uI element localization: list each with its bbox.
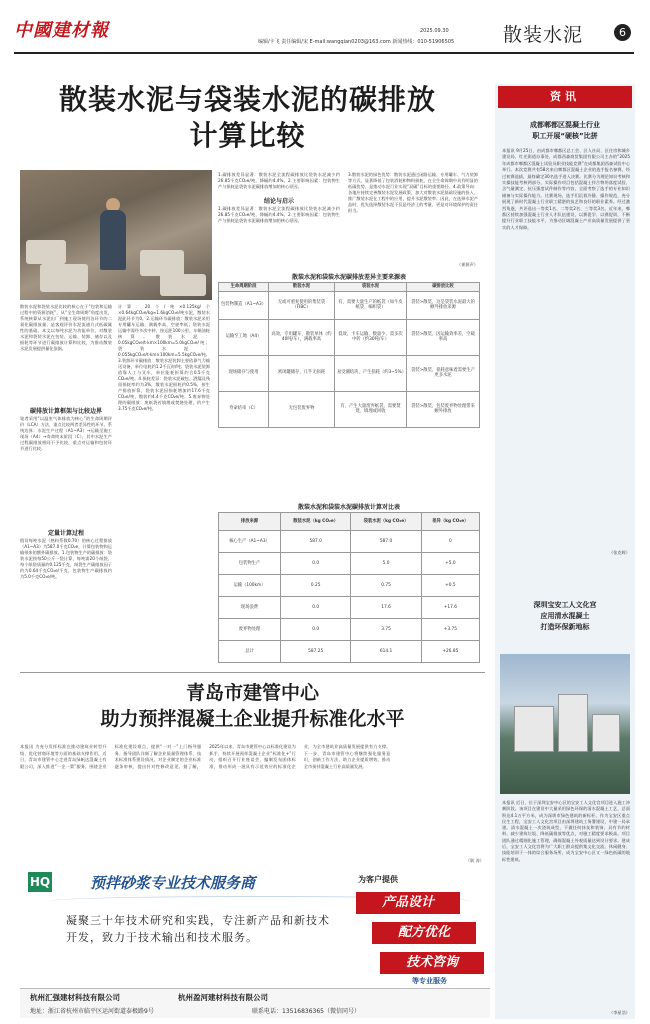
- subhead-calculation: 定量计算过程: [47, 530, 84, 537]
- table2-cell: 现场浪费: [219, 597, 281, 619]
- sidebar-news1-title: [500, 120, 630, 142]
- article2-author: （耿 涛）: [465, 858, 484, 863]
- article2-body: 本报讯 为充分发挥标准在推动建筑业转型升级、优化营商环境等方面的基础支撑作用，近日，青岛市建管中心走进青岛绿帆达混凝土有限公司，深入推进“一企一策”服务，围绕企业标准化建设难点，提供“一对一”上门指导服务。指导团队详细了解企业质量管理体系、技术标准体系建设情况，对企业制定的企业标准逐条审核，提出针对性修改意见。据了解，2025年以来，青岛市建管中心以标准化建设为抓手，持续开展预拌混凝土企业“标准化+”行动，组织召开行业座谈会，编制发布团体标准，推动形成一批具有示范效应的标准化企业，为全市建筑业高质量发展提供有力支撑。下一步，青岛市建管中心将继续强化服务意识，创新工作方法，助力企业提质增效，推动全市预拌混凝土行业高质量发展。: [20, 744, 391, 769]
- ad-title: 预拌砂浆专业技术服务商: [90, 874, 256, 892]
- table1-cell: 有，需要大量生产的纸袋（如牛皮纸袋、编织袋）: [335, 291, 407, 319]
- table2-cell: 包装物生产: [219, 553, 281, 575]
- table2-header: 差异（kg CO₂e）: [421, 513, 479, 531]
- article-col3-conclusion: 1.碳排放差异显著：散装水泥全流程碳排放比袋装水泥减少约26.85千克CO₂e/吨，降幅约4.4%。2.主要影响因素：包装物生产与损耗是袋装水泥碳排放增加的核心原因。: [218, 206, 340, 223]
- table2-cell: 0.25: [281, 575, 351, 597]
- table1-row: [219, 291, 480, 319]
- table2-cell: +17.6: [421, 597, 479, 619]
- table2-cell: 17.6: [351, 597, 421, 619]
- table1-cell: 寿命结束（C）: [219, 391, 269, 427]
- sidebar-news1-author: （张克辉）: [609, 550, 630, 555]
- ad-company-2: 杭州盈河建材科技有限公司: [178, 993, 268, 1002]
- sidebar-news2-title-line1: 深圳宝安工人文化宫: [533, 601, 597, 609]
- ad-company-1: 杭州汇强建材科技有限公司: [30, 993, 120, 1002]
- cultural-palace-photo: [500, 654, 630, 794]
- table2-cell: +3.75: [421, 619, 479, 641]
- ad-client-label: 为客户提供: [358, 875, 398, 884]
- main-headline-line2: 计算比较: [189, 119, 306, 152]
- ad-phone: 联系电话：13516836365（微信同号）: [252, 1008, 360, 1015]
- table1-cell: 包装物制造（A1~A3）: [219, 291, 269, 319]
- table2-cell: 0: [421, 531, 479, 553]
- table2-cell: 614.1: [351, 641, 421, 663]
- table1-cell: 袋装>散装，这是袋装水泥最大的额外排放来源: [407, 291, 480, 319]
- emission-calc-table: [218, 512, 480, 663]
- sidebar-news2-author: （李星浩）: [609, 1010, 630, 1015]
- table1-row: [219, 355, 480, 391]
- sidebar-news2-body: 本报讯 近日，位于深圳宝安中心区的宝安工人文化宫项目进入施工冲刺阶段。该项目在建设中大量采用绿色环保的清水混凝土工艺，总面积达4.1万平方米，成为深圳市绿色建筑的新标杆。作为宝安区重点民生工程，宝安工人文化宫项目由深圳建筑工务署建设，中建一局承建。清水混凝土一次浇筑成型，不做任何抹灰和装饰，具有节约材料、减少建筑垃圾、降低碳排放等优点，对施工精度要求极高。项目团队通过精细化施工管理，确保混凝土外观质量达到设计要求。建成后，宝安工人文化宫将为广大职工群众提供集文化交流、休闲健身、技能培训于一体的综合服务场所，成为宝安中心区又一绿色低碳的地标性建筑。: [502, 800, 630, 862]
- table2-cell: +26.85: [421, 641, 479, 663]
- article-col1-calculation: 假设每吨水泥（熟料系数0.70）的核心过程排放（A1~A3）为587.0千克CO₂e，计算包装物和运输带来的额外碳排放。1.包装物生产的碳排放：袋装水泥按每50公斤一袋计算，每吨需20个纸袋，每个纸袋质量约0.125千克，纸袋生产碳排放因子约为0.64千克CO₂e/千克，包装物生产碳排放约为5.0千克CO₂e/吨。: [20, 538, 112, 579]
- ad-address: 地址：浙江省杭州市临平区运河街道泰极路9号: [30, 1008, 154, 1015]
- issue-date: 2025.09.30: [420, 28, 449, 34]
- table1-cell: 密闭罐储存，几乎无损耗: [269, 355, 335, 391]
- ad-tag-tech-consulting: 技术咨询: [380, 952, 484, 974]
- table2-row: [219, 597, 480, 619]
- table2-row: [219, 641, 480, 663]
- table2-cell: 0.0: [281, 597, 351, 619]
- sidebar-news2-title-line3: 打造环保新地标: [540, 623, 590, 631]
- cement-worker-photo: [20, 170, 212, 300]
- section-title: 散装水泥: [503, 24, 584, 46]
- article2-headline-line1: 青岛市建管中心: [185, 682, 319, 704]
- table2-cell: 0.75: [351, 575, 421, 597]
- sidebar-section-label: 资讯: [498, 86, 632, 108]
- table1-cell: 袋装>散装，因运输效率差，空载率高: [407, 319, 480, 355]
- ad-slogan: 凝聚三十年技术研究和实践，专注新产品和新技术开发，致力于技术输出和技术服务。: [66, 914, 330, 944]
- table2-header-row: [219, 513, 480, 531]
- table2-cell: 0.0: [281, 553, 351, 575]
- main-headline-line1: 散装水泥与袋装水泥的碳排放: [58, 83, 436, 116]
- table2-row: [219, 575, 480, 597]
- table1-header: 散装水泥: [269, 283, 335, 292]
- company-logo-icon: HQ: [28, 872, 52, 892]
- table1-cell: 无包装废弃物: [269, 391, 335, 427]
- sidebar-news2-title-line2: 应用清水混凝土: [540, 612, 590, 620]
- table1-cell: 袋装>散装，损耗意味着需要生产更多水泥: [407, 355, 480, 391]
- table2-cell: 废弃物处理: [219, 619, 281, 641]
- ad-tag-product-design: 产品设计: [356, 892, 460, 914]
- article2-headline: [20, 680, 485, 732]
- table1-row: [219, 391, 480, 427]
- table2-title: 散装水泥和袋装水泥碳排放计算对比表: [297, 504, 400, 511]
- table2-header: 排放来源: [219, 513, 281, 531]
- article-col1-framework: 笔者采用“以温室气体排放为核心”的生命周期评价（LCA）方法，重点比较两者差异性的环节。系统边界：水泥生产过程（A1~A3）→运输至施工现场（A4）→寿命终末阶段（C），其中水泥生产过程碳排放相同不予比较，重点对运输和包装环节进行比较。: [20, 416, 112, 451]
- table2-header: 袋装水泥（kg CO₂e）: [351, 513, 421, 531]
- table1-cell: 运输至工地（A4）: [219, 319, 269, 355]
- header-divider: [14, 52, 634, 54]
- sidebar-news1-body: 本报讯 9月25日，由成都市郫都区总工会、区人社局、区住房和城乡建设局、红光街道办事处、成都西森商贸集团有限公司主办的“2025年成都市郫都区混凝土试验员职业技能竞赛”在成都集团西森试验中心举行。本次竞赛共有58名来自郫都区混凝土企业的选手报名参赛，经过初赛选拔，最终确定30名选手进入决赛。比赛分为理论知识考核和实操技能考核两部分，实际操作项目包括混凝土拌合物坍落度试验、含气量测定、抗压强度试件制作等内容，全面考察了选手的专业知识储备与实际操作能力。比赛现场，选手们沉着冷静、操作规范，充分展现了新时代混凝土行业职工精湛的技艺和良好的职业素养。经过激烈角逐，共评选出一等奖1名、二等奖2名、三等奖3名。近年来，郫都区持续加强混凝土行业人才队伍建设，以赛促学、以赛促训，不断提升行业职工技能水平，为推动区域混凝土产业高质量发展提供了坚实的人才保障。: [502, 148, 630, 230]
- table1-title: 散装水泥和袋装水泥碳排放差异主要来源表: [291, 274, 406, 281]
- table1-cell: 高效，专用罐车，散装单体（约40吨/车），满载率高: [269, 319, 335, 355]
- ad-service-tail: 等专业服务: [412, 977, 447, 985]
- sponsor-advertisement: [20, 868, 490, 1018]
- table2-cell: 0.0: [281, 619, 351, 641]
- table2-cell: +0.5: [421, 575, 479, 597]
- subhead-conclusion: 结论与启示: [263, 198, 294, 205]
- table2-cell: 核心生产（A1~A3）: [219, 531, 281, 553]
- table2-header: 散装水泥（kg CO₂e）: [281, 513, 351, 531]
- table2-cell: 3.75: [351, 619, 421, 641]
- editor-line: 编辑/卡飞 责任编辑/宋 E-mail:wangqian0203@163.com 新闻热线：010-51906505: [258, 39, 455, 45]
- subhead-framework: 碳排放计算框架与比较边界: [29, 408, 102, 415]
- table1-cell: 无或可重复使用的集装袋（FIBC）: [269, 291, 335, 319]
- article-col2-body: 计算：20个/吨×0.125kg/个×0.64kgCO₂e/kg≈1.6kgCO₂e/吨水泥，散装水泥此环节为0。2.运输环节碳排放：散装水泥采用专用罐车运输，满载率高、空驶率低；袋装水泥运输中需经多次中转，按运距100公里、车辆油耗核算。散装水泥：0.05kgCO₂e/t·km×100km=5.0kgCO₂e/吨；袋装水泥：0.055kgCO₂e/t·km×100km=5.5kgCO₂e/吨。3.装卸环节碳排放：散装水泥装卸主要依靠气力输送设备，单位电耗约1.2千瓦时/吨；袋装水泥装卸依靠人工与叉车，单位能耗折算约合0.5千克CO₂e/吨。4.损耗差异：袋装水泥破包、洒漏及残留损耗率约为3%，散装水泥损耗约0.5%，按生产排放折算，袋装水泥因损耗增加约17.6千克CO₂e/吨，散装约4.4千克CO₂e/吨。5.废弃物处理的碳排放：废纸袋若填埋或焚烧处理，约产生3.75千克CO₂e/吨。: [118, 304, 210, 411]
- sidebar-news1-title-line1: 成都郫都区混凝土行业: [530, 121, 600, 129]
- table2-cell: 总计: [219, 641, 281, 663]
- table2-row: [219, 619, 480, 641]
- article-divider: [20, 672, 485, 673]
- sidebar-news2-title: [500, 600, 630, 633]
- table2-cell: 运输（100km）: [219, 575, 281, 597]
- table2-cell: +5.0: [421, 553, 479, 575]
- table1-cell: 低效，卡车运输，数量少，需多次中转（约30吨/车）: [335, 319, 407, 355]
- article-col3-top: 1.碳排放差异显著：散装水泥全流程碳排放比袋装水泥减少约26.85千克CO₂e/吨，降幅约4.4%。2.主要影响因素：包装物生产与损耗是袋装水泥碳排放增加的核心原因。: [218, 172, 340, 189]
- table2-cell: 587.0: [351, 531, 421, 553]
- table2-row: [219, 531, 480, 553]
- masthead-logo: 中國建材報: [14, 20, 109, 41]
- table1-cell: 袋装>散装，包装废弃物处理带来额外排放: [407, 391, 480, 427]
- table2-row: [219, 553, 480, 575]
- table1-header: 袋装水泥: [335, 283, 407, 292]
- table2-cell: 587.25: [281, 641, 351, 663]
- sidebar-news1-title-line2: 职工开展“硬核”比拼: [532, 132, 598, 140]
- emission-source-table: [218, 282, 480, 428]
- table1-header-row: [219, 283, 480, 292]
- table1-cell: 易受潮结块，产生损耗（约3~5%）: [335, 355, 407, 391]
- table1-cell: 现场储存与使用: [219, 355, 269, 391]
- table1-cell: 有，产生大量废弃纸袋，需要焚烧、填埋或回收: [335, 391, 407, 427]
- article-author: （崔源声）: [457, 262, 478, 267]
- article2-headline-line2: 助力预拌混凝土企业提升标准化水平: [100, 708, 405, 730]
- main-headline: [20, 82, 475, 154]
- article-col4-body: 3.散装水泥的绿色优势：散装水泥通过闭路运输、专用罐车、气力装卸等方式，显著降低了包装消耗和物料损耗，在全生命周期中具有明显的低碳优势，是推动水泥行业实现“双碳”目标的重要路径。4.政策导向：各地应持续完善散装水泥发展政策，加大对散装水泥基础设施的投入，推广散装水泥在工程中的应用，提升水泥散装率。因此，在选择水泥产品时，优先选择散装水泥不仅是经济上的考量，更是对环境保护的责任担当。: [348, 172, 478, 213]
- table2-cell: 587.0: [281, 531, 351, 553]
- table2-cell: 5.0: [351, 553, 421, 575]
- article-col1-intro: 散装水泥和袋装水泥比较的核心在于“包装和运输过程中的资源消耗”，从“全生命周期”角度出发，系统核算从水泥出厂到施工现场使用各环节的二氧化碳排放量，是客观评价水泥流通方式低碳属性的基础。本文以每吨水泥为功能单位，对散装水泥和袋装水泥在包装、运输、装卸、储存以及损耗等环节进行碳排放计算和比较，为推动散装水泥发展提供量化依据。: [20, 304, 112, 351]
- table1-row: [219, 319, 480, 355]
- page-number-badge: 6: [614, 24, 631, 41]
- table1-header: 碳排放比较: [407, 283, 480, 292]
- table1-header: 生命周期阶段: [219, 283, 269, 292]
- ad-tag-formula-optimization: 配方优化: [372, 922, 476, 944]
